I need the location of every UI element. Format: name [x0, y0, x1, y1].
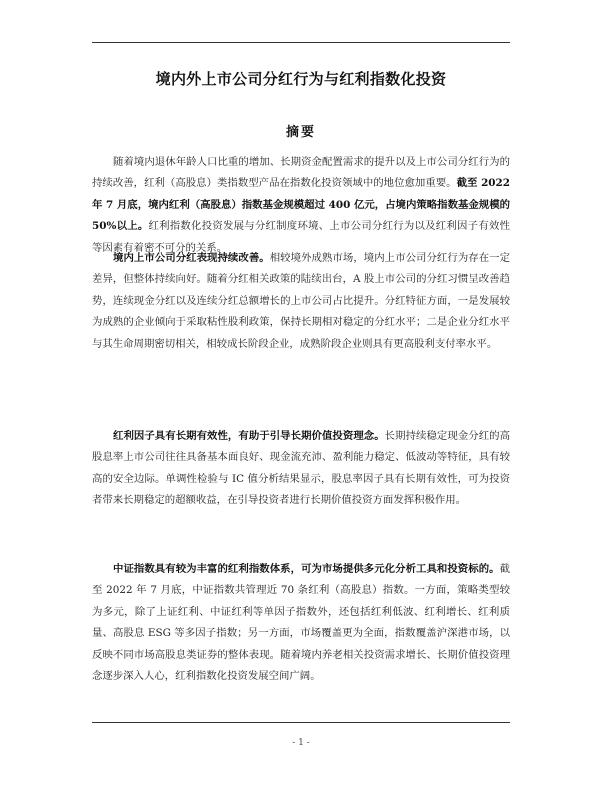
abstract-heading: 摘要 — [285, 125, 316, 140]
abstract-paragraph-2 — [92, 248, 510, 355]
paragraph-lead: 中证指数具有较为丰富的红利指数体系，可为市场提供多元化分析工具和投资标的。 — [113, 563, 500, 575]
paragraph-lead: 红利因子具有长期有效性，有助于引导长期价值投资理念。 — [113, 430, 385, 442]
abstract-paragraph-3 — [92, 426, 510, 512]
page-number: - 1 - — [292, 738, 310, 748]
abstract-paragraph-1 — [92, 152, 510, 259]
paragraph-text: 截至 2022 年 7 月底，中证指数共管理近 70 条红利（高股息）指数。一方面，策略类型较为多元，除了上证红利、中证红利等单因子指数外，还包括红利低波、红利增长、红利质量、高股息 ESG 等多因子指数；另一方面，市场覆盖更为全面，指数覆盖沪深港市场，以反映不同市场高股息类证券的整体表现。随着境内养老相关投资需求增长、长期价值投资理念逐步深入人心，红利指数化投资发展空间广阔。 — [92, 563, 510, 683]
paragraph-lead: 境内上市公司分红表现持续改善。 — [113, 252, 270, 264]
abstract-paragraph-4 — [92, 559, 510, 687]
paragraph-text: 随着境内退休年龄人口比重的增加、长期资金配置需求的提升以及上市公司分红行为的持续改善，红利（高股息）类指数型产品在指数化投资领域中的地位愈加重要。 — [92, 156, 510, 190]
paragraph-text: 长期持续稳定现金分红的高股息率上市公司往往具备基本面良好、现金流充沛、盈利能力稳定、低波动等特征，具有较高的安全边际。单调性检验与 IC 值分析结果显示，股息率因子具有长期有效性，可为投资者带来长期稳定的超额收益，在引导投资者进行长期价值投资方面发挥积极作用。 — [92, 430, 510, 507]
header-rule — [92, 42, 510, 43]
paragraph-highlight: 截至 2022 年 7 月底，境内红利（高股息）指数基金规模超过 400 亿元，占境内策略指数基金规模的 50%以上。 — [92, 177, 510, 233]
paragraph-text: 红利指数化投资发展与分红制度环境、上市公司分红行为以及红利因子有效性等因素有着密不可分的关系。 — [92, 220, 510, 254]
document-title: 境内外上市公司分红行为与红利指数化投资 — [155, 70, 447, 88]
paragraph-text: 相较境外成熟市场，境内上市公司分红行为存在一定差异，但整体持续向好。随着分红相关政策的陆续出台，A 股上市公司的分红习惯呈改善趋势，连续现金分红以及连续分红总额增长的上市公司占比提升。分红特征方面，一是发展较为成熟的企业倾向于采取粘性股利政策，保持长期相对稳定的分红水平；二是企业分红水平与其生命周期密切相关，相较成长阶段企业，成熟阶段企业则具有更高股利支付率水平。 — [92, 252, 510, 350]
footer-rule — [92, 722, 510, 723]
